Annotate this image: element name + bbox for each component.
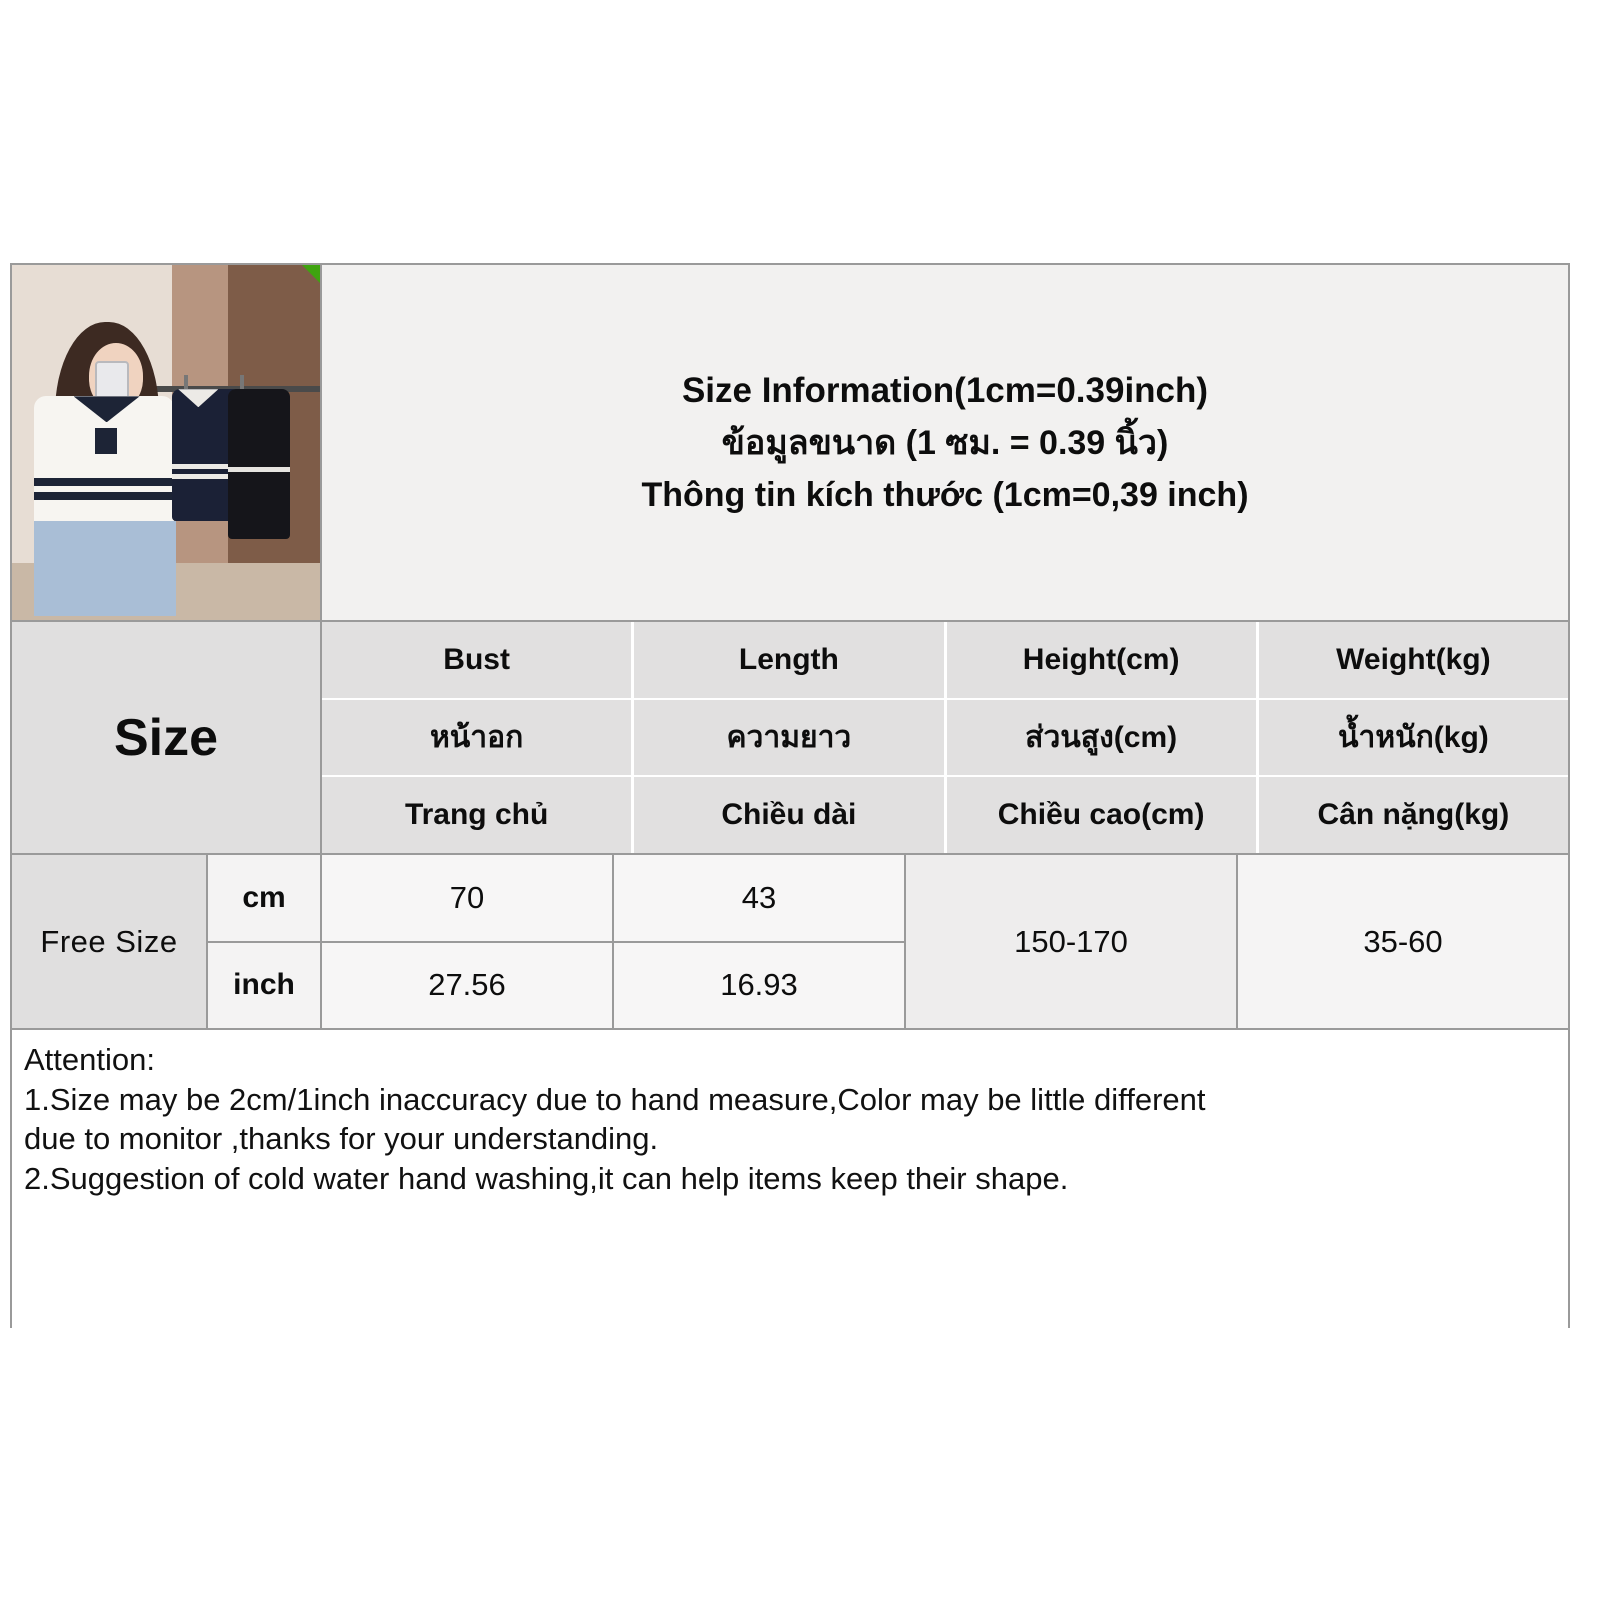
row-length-values — [614, 855, 906, 1028]
col-header-bust-en: Bust — [322, 622, 634, 698]
col-header-bust-th: หน้าอก — [322, 700, 634, 776]
title-thai: ข้อมูลขนาด (1 ซม. = 0.39 นิ้ว) — [721, 424, 1169, 463]
row-bust-values — [322, 855, 614, 1028]
attention-line-1a: 1.Size may be 2cm/1inch inaccuracy due to hand measure,Color may be little different — [24, 1081, 1206, 1117]
col-header-length-th: ความยาว — [634, 700, 946, 776]
col-header-height-vi: Chiều cao(cm) — [947, 777, 1259, 853]
size-chart — [10, 263, 1570, 1328]
title-block — [322, 265, 1568, 622]
col-header-weight-th: น้ำหนัก(kg) — [1259, 700, 1568, 776]
column-header-row-th — [322, 700, 1568, 778]
photo-black-sweater — [228, 389, 290, 539]
column-headers — [322, 622, 1568, 855]
col-header-weight-en: Weight(kg) — [1259, 622, 1568, 698]
col-header-height-th: ส่วนสูง(cm) — [947, 700, 1259, 776]
unit-cm: cm — [208, 855, 320, 943]
photo-hem-stripe-2 — [34, 492, 174, 500]
col-header-weight-vi: Cân nặng(kg) — [1259, 777, 1568, 853]
size-label-cell — [12, 622, 322, 855]
length-cm-value: 43 — [614, 855, 904, 943]
attention-block — [12, 1030, 1568, 1430]
table-header — [12, 622, 1568, 855]
photo-hem-stripe-1 — [34, 478, 174, 486]
green-corner-marker — [302, 265, 320, 283]
row-units — [208, 855, 322, 1028]
column-header-row-en — [322, 622, 1568, 700]
column-header-row-vi — [322, 777, 1568, 855]
row-size-name: Free Size — [12, 855, 208, 1028]
product-photo-sailor-collar-sweater — [12, 265, 320, 620]
unit-inch: inch — [208, 943, 320, 1029]
attention-line-1b: due to monitor ,thanks for your understanding. — [24, 1121, 659, 1157]
col-header-height-en: Height(cm) — [947, 622, 1259, 698]
bust-cm-value: 70 — [322, 855, 612, 943]
size-label: Size — [113, 708, 219, 767]
table-row — [12, 855, 1568, 1030]
col-header-length-en: Length — [634, 622, 946, 698]
chart-header-section — [12, 265, 1568, 622]
photo-chest-badge — [95, 428, 117, 454]
length-inch-value: 16.93 — [614, 943, 904, 1029]
product-photo-cell — [12, 265, 322, 622]
photo-black-stripe-1 — [228, 467, 290, 472]
attention-line-2: 2.Suggestion of cold water hand washing,it can help items keep their shape. — [24, 1161, 1069, 1197]
col-header-bust-vi: Trang chủ — [322, 777, 634, 853]
bust-inch-value: 27.56 — [322, 943, 612, 1029]
photo-denim-skirt — [34, 521, 176, 616]
title-vietnamese: Thông tin kích thước (1cm=0,39 inch) — [641, 476, 1249, 515]
title-english: Size Information(1cm=0.39inch) — [681, 370, 1209, 410]
weight-value: 35-60 — [1238, 855, 1568, 1028]
col-header-length-vi: Chiều dài — [634, 777, 946, 853]
height-value: 150-170 — [906, 855, 1238, 1028]
attention-heading: Attention: — [24, 1042, 155, 1077]
